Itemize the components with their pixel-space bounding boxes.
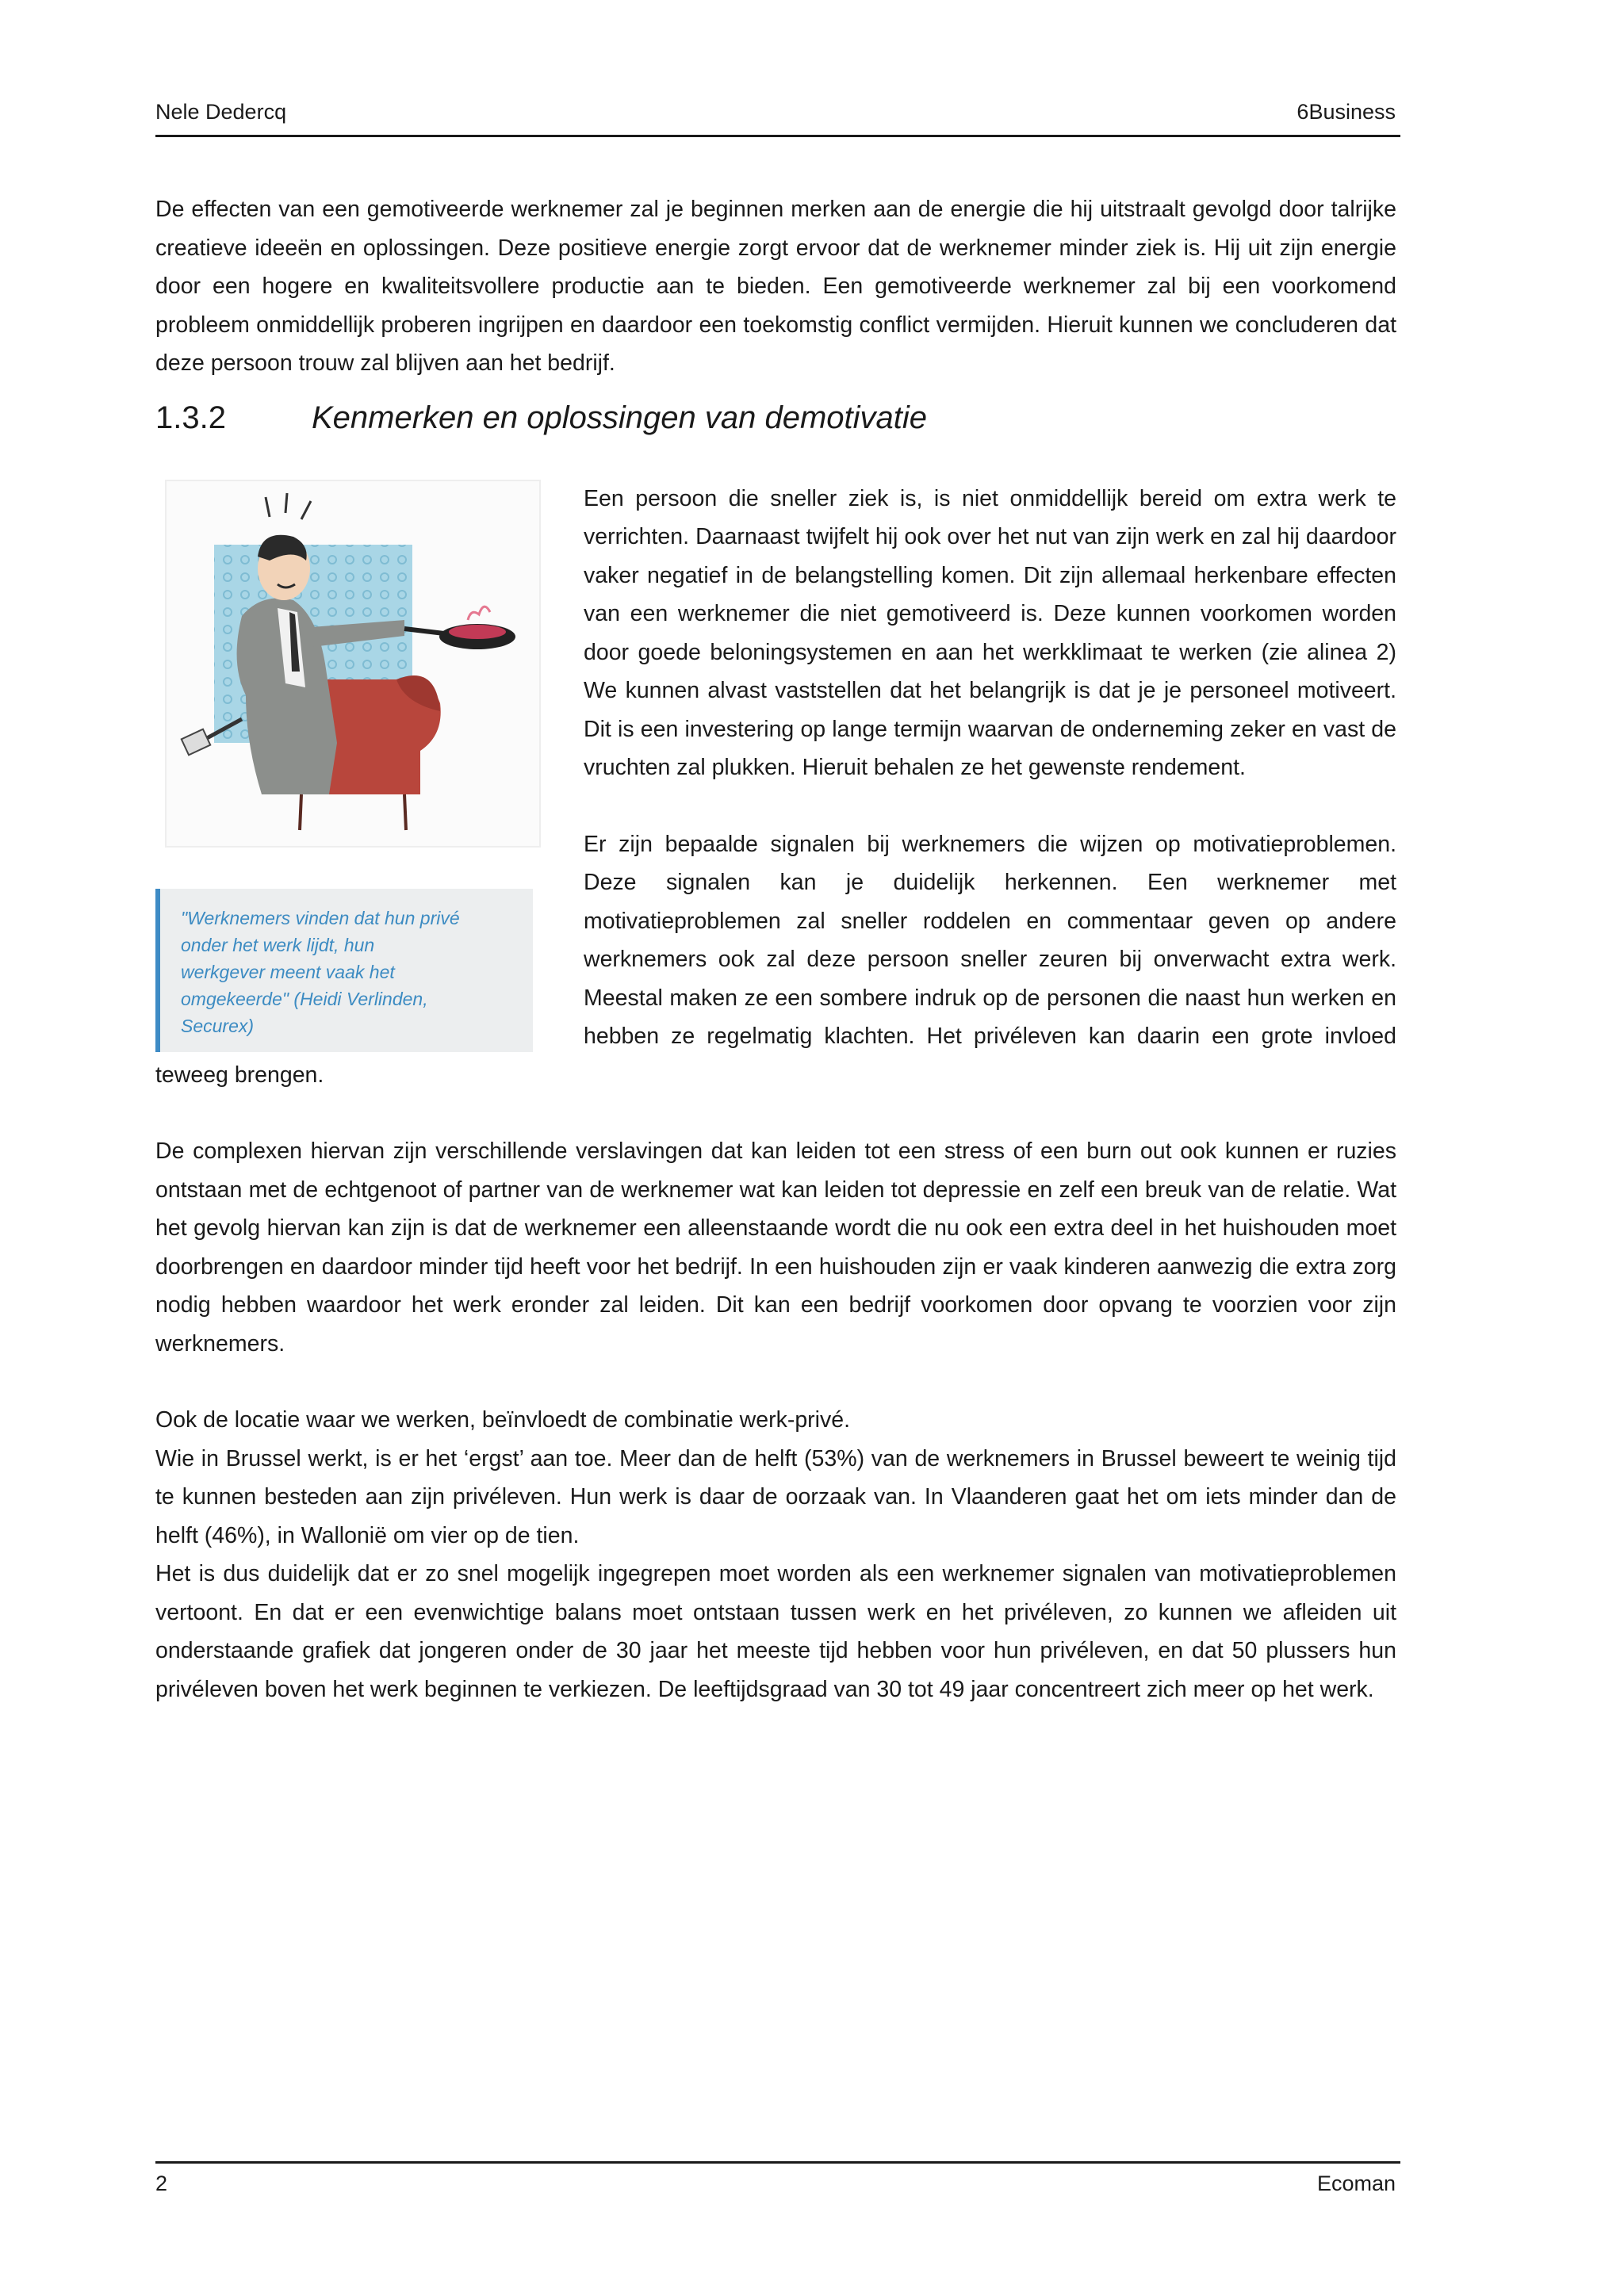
- paragraph-locatie: Ook de locatie waar we werken, beïnvloedt de combinatie werk-privé.: [155, 1407, 851, 1433]
- page-header: [155, 94, 1400, 137]
- quote-line: omgekeerde" (Heidi Verlinden,: [181, 988, 428, 1009]
- quote-line: werkgever meent vaak het: [181, 961, 395, 982]
- intro-paragraph: De effecten van een gemotiveerde werknemer zal je beginnen merken aan de energie die hij uitstraalt gevolgd door talrijke creatieve ideeën en oplossingen. Deze positieve energie zorgt ervoor dat de werknemer minder ziek is. Hij uit zijn energie door een hogere en kwaliteitsvollere productie aan te bieden. Een gemotiveerde werknemer zal bij een voorkomend probleem onmiddellijk proberen ingrijpen en daardoor een toekomstig conflict vermijden. Hieruit kunnen we concluderen dat deze persoon trouw zal blijven aan het bedrijf.: [155, 197, 1396, 376]
- quote-line: onder het werk lijdt, hun: [181, 934, 375, 955]
- quote-box: [155, 889, 533, 1052]
- paragraph-brussel: Wie in Brussel werkt, is er het ‘ergst’ aan toe. Meer dan de helft (53%) van de werknemers in Brussel beweert te weinig tijd te kunnen besteden aan zijn privéleven. Hun werk is daar de oorzaak van. In Vlaanderen gaat het om iets minder dan de helft (46%), in Wallonië om vier op de tien.: [155, 1445, 1396, 1548]
- side-paragraph-2: Er zijn bepaalde signalen bij werknemers die wijzen op motivatieproblemen. Deze signalen kan je duidelijk herkennen. Een werknemer met motivatieproblemen zal sneller roddelen en commentaar geven op andere werknemers ook zal deze persoon sneller zeuren bij onverwacht extra werk. Meestal maken ze een sombere indruk op de personen die naast hun werken en hebben ze regelmatig klachten. Het privéleven kan daarin een grote invloed teweeg brengen.: [155, 831, 1396, 1088]
- footer-company: Ecoman: [1316, 2172, 1396, 2195]
- side-paragraph-1: Een persoon die sneller ziek is, is niet onmiddellijk bereid om extra werk te verrichten. Daarnaast twijfelt hij ook over het nut van zijn werk en zal hij daardoor vaker negatief in de belangstelling komen. Dit zijn allemaal herkenbare effecten van een werknemer die niet gemotiveerd is. Deze kunnen voorkomen worden door goede beloningsystemen en aan het werkklimaat te werken (zie alinea 2) We kunnen alvast vaststellen dat het belangrijk is dat je je personeel motiveert. Dit is een investering op lange termijn waarvan de onderneming zeker en vast de vruchten zal plukken. Hieruit behalen ze het gewenste rendement.: [584, 485, 1396, 780]
- quote-line: Securex): [181, 1015, 255, 1036]
- page-footer: [155, 2161, 1400, 2195]
- man-with-frying-pan-illustration: [165, 480, 541, 848]
- page-number: 2: [155, 2172, 168, 2195]
- section-title: Kenmerken en oplossingen van demotivatie: [312, 400, 928, 435]
- figure-column: [155, 480, 557, 1052]
- header-author: Nele Dedercq: [155, 100, 287, 124]
- paragraph-complexen: De complexen hiervan zijn verschillende verslavingen dat kan leiden tot een stress of een burn out ook kunnen er ruzies ontstaan met de echtgenoot of partner van de werknemer wat kan leiden tot depressie en zelf een breuk van de relatie. Wat het gevolg hiervan kan zijn is dat de werknemer een alleenstaande wordt die nu ook een extra deel in het huishouden moet doorbrengen en daardoor minder tijd heeft voor het bedrijf. In een huishouden zijn er vaak kinderen aanwezig die extra zorg nodig hebben waardoor het werk eronder zal leiden. Dit kan een bedrijf voorkomen door opvang te voorzien voor zijn werknemers.: [155, 1138, 1396, 1357]
- page-content: [155, 190, 1396, 1709]
- section-number: 1.3.2: [155, 400, 226, 435]
- header-company: 6Business: [1297, 100, 1396, 124]
- paragraph-conclusie: Het is dus duidelijk dat er zo snel mogelijk ingegrepen moet worden als een werknemer signalen van motivatieproblemen vertoont. En dat er een evenwichtige balans moet ontstaan tussen werk en het privéleven, zo kunnen we afleiden uit onderstaande grafiek dat jongeren onder de 30 jaar het meeste tijd hebben voor hun privéleven, en dat 50 plussers hun privéleven boven het werk beginnen te verkiezen. De leeftijdsgraad van 30 tot 49 jaar concentreert zich meer op het werk.: [155, 1561, 1396, 1702]
- section-heading: [155, 392, 1396, 480]
- quote-line: "Werknemers vinden dat hun privé: [181, 907, 460, 928]
